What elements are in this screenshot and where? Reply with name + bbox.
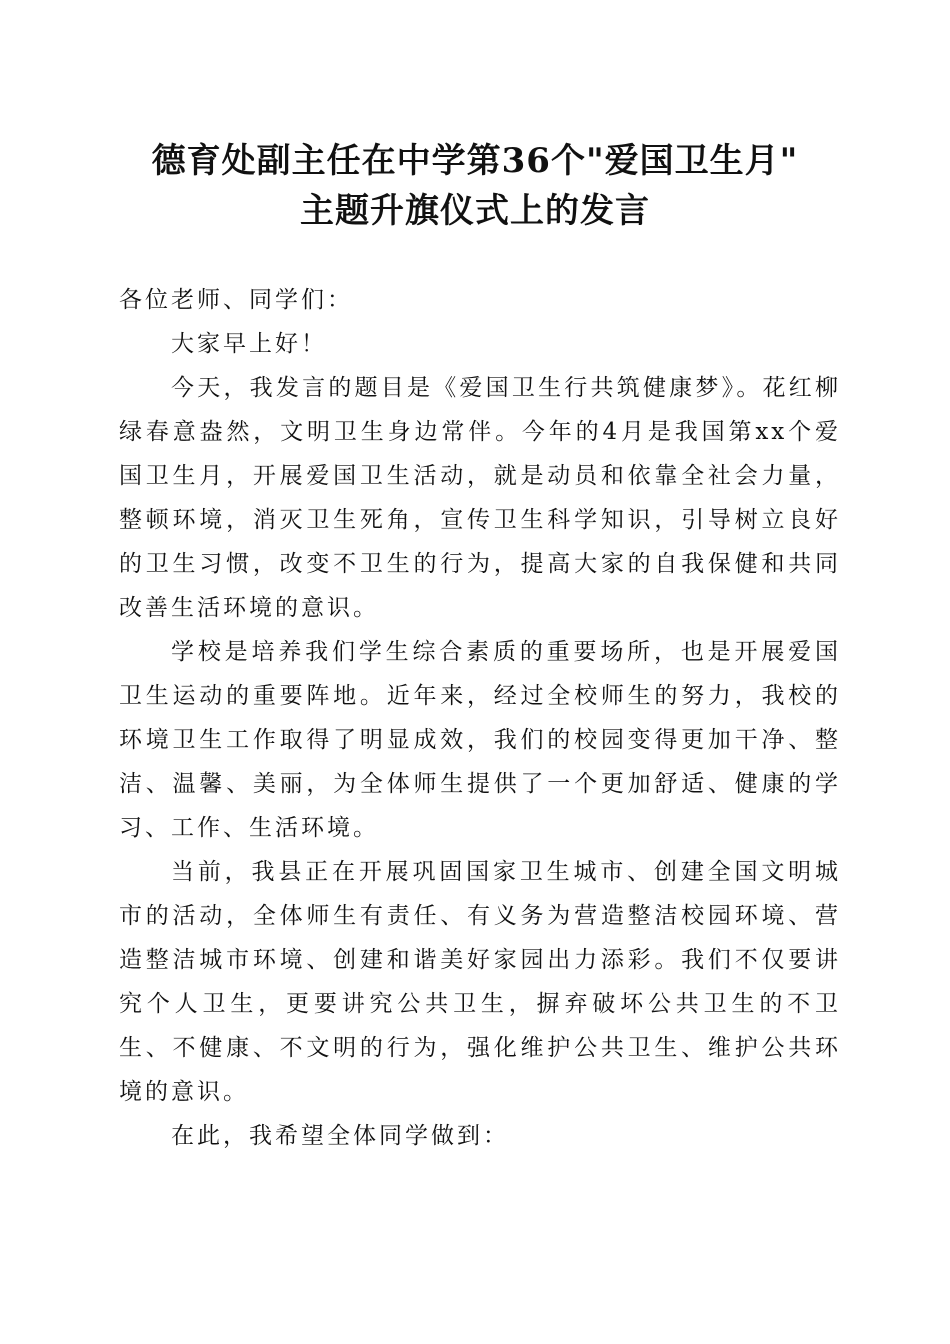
paragraph-hope: 在此，我希望全体同学做到： <box>171 1123 509 1149</box>
title-line-2: 主题升旗仪式上的发言 <box>300 191 650 231</box>
document-body <box>119 278 841 1158</box>
page-title <box>100 136 850 236</box>
paragraph-topic: 今天，我发言的题目是《爱国卫生行共筑健康梦》。花红柳绿春意盎然，文明卫生身边常伴。今年的4月是我国第xx个爱国卫生月，开展爱国卫生活动，就是动员和依靠全社会力量，整顿环境，消灭卫生死角，宣传卫生科学知识，引导树立良好的卫生习惯，改变不卫生的行为，提高大家的自我保健和共同改善生活环境的意识。 <box>119 375 841 621</box>
paragraph-school: 学校是培养我们学生综合素质的重要场所，也是开展爱国卫生运动的重要阵地。近年来，经过全校师生的努力，我校的环境卫生工作取得了明显成效，我们的校园变得更加干净、整洁、温馨、美丽，为全体师生提供了一个更加舒适、健康的学习、工作、生活环境。 <box>119 639 841 841</box>
title-line-1: 德育处副主任在中学第36个"爱国卫生月" <box>151 141 799 181</box>
paragraph-greeting: 大家早上好！ <box>171 331 327 357</box>
salutation: 各位老师、同学们： <box>119 287 353 313</box>
paragraph-campaign: 当前，我县正在开展巩固国家卫生城市、创建全国文明城市的活动，全体师生有责任、有义务为营造整洁校园环境、营造整洁城市环境、创建和谐美好家园出力添彩。我们不仅要讲究个人卫生，更要讲究公共卫生，摒弃破坏公共卫生的不卫生、不健康、不文明的行为，强化维护公共卫生、维护公共环境的意识。 <box>119 859 841 1105</box>
